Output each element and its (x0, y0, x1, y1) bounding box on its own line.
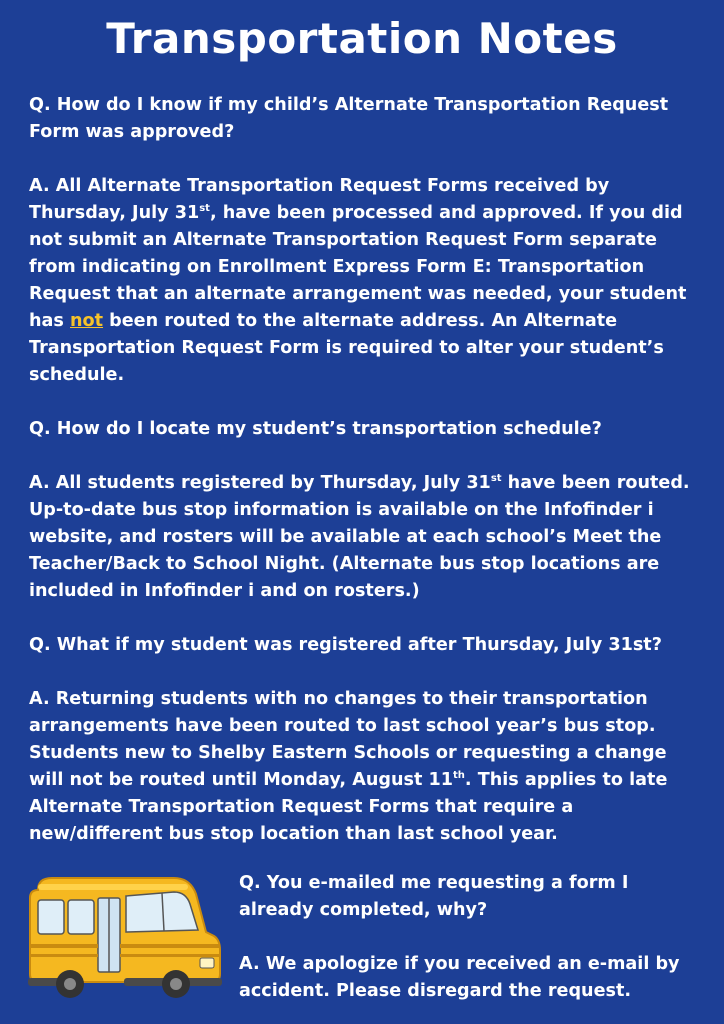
answer-1-text-a: A. All Alternate Transportation Request Forms received by Thursday, July 31 (29, 176, 610, 223)
school-bus-icon (24, 870, 224, 1005)
answer-1-ordinal: st (199, 203, 210, 214)
question-1: Q. How do I know if my child’s Alternate Transportation Request Form was approved? (29, 95, 669, 142)
question-4: Q. You e-mailed me requesting a form I already completed, why? (239, 873, 629, 920)
answer-3-text-b: . This applies to late Alternate Transportation Request Forms that require a new/different bus stop location than last school year. (29, 770, 668, 844)
answer-2-text-a: A. All students registered by Thursday, July 31 (29, 473, 491, 493)
emphasis-not: not (70, 311, 104, 331)
answer-3-text-a: A. Returning students with no changes to their transportation arrangements have been routed to last school year’s bus stop. Students new to Shelby Eastern Schools or requesting a change will not be routed until Monday, August 11 (29, 689, 667, 790)
answer-3-ordinal: th (452, 770, 465, 781)
answer-1-text-c: been routed to the alternate address. An Alternate Transportation Request Form is required to alter your student’s schedule. (29, 311, 664, 385)
question-2: Q. How do I locate my student’s transportation schedule? (29, 419, 602, 439)
answer-1-text-b: , have been processed and approved. If you did not submit an Alternate Transportation Request Form separate from indicating on Enrollment Express Form E: Transportation Request that an alternate arrangement was needed, your student has (29, 203, 687, 331)
answer-2 (29, 470, 699, 605)
answer-2-ordinal: st (490, 473, 502, 484)
answer-4: A. We apologize if you received an e-mail by accident. Please disregard the request. (239, 954, 680, 1001)
answer-2-text-b: have been routed. Up-to-date bus stop information is available on the Infofinder i website, and rosters will be available at each school’s Meet the Teacher/Back to School Night. (Alternate bus stop locations are included in Infofinder i and on rosters.) (29, 473, 690, 601)
answer-1 (29, 173, 699, 389)
question-3: Q. What if my student was registered after Thursday, July 31st? (29, 635, 662, 655)
answer-3 (29, 686, 699, 848)
page-title: Transportation Notes (106, 14, 618, 63)
